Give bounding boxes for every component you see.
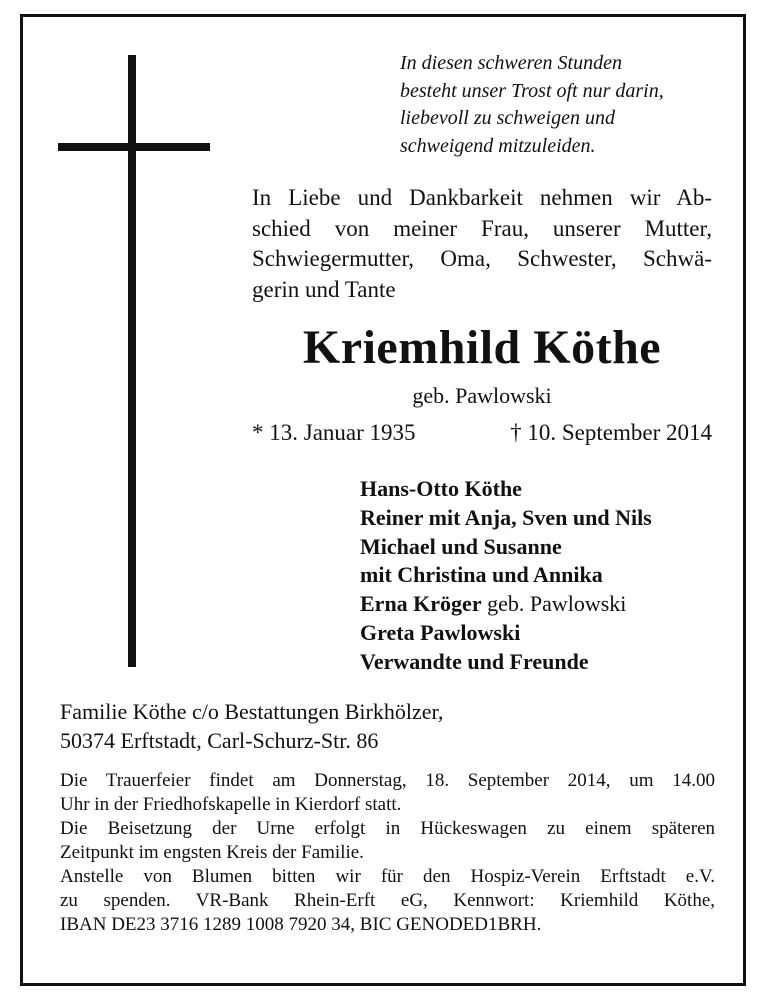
address-line: 50374 Erftstadt, Carl-Schurz-Str. 86 [60,728,379,753]
deceased-name: Kriemhild Köthe [302,321,662,374]
mourner-item: Greta Pawlowski [360,619,521,645]
mourner-item: Hans-Otto Köthe [360,476,522,501]
intro-line: Schwiegermutter, Oma, Schwester, Schwä- [252,246,712,271]
maiden-name: geb. Pawlowski [412,383,552,408]
birth-date: * 13. Januar 1935 [252,420,416,445]
mourners-list [360,475,730,677]
funeral-notice [60,769,715,937]
notice-line: IBAN DE23 3716 1289 1008 7920 34, BIC GENODED1BRH. [60,914,542,935]
intro-line: In Liebe und Dankbarkeit nehmen wir Ab- [252,185,712,210]
contact-address [60,697,660,755]
intro-text [252,183,712,305]
death-date: † 10. September 2014 [510,420,712,445]
intro-line: schied von meiner Frau, unserer Mutter, [252,215,712,241]
mourner-item: Reiner mit Anja, Sven und Nils [360,504,652,530]
notice-line: zu spenden. VR-Bank Rhein-Erft eG, Kennwort: Kriemhild Köthe, [60,890,715,911]
poem-line: In diesen schweren Stunden [400,52,622,74]
mourner-item: Erna Kröger geb. Pawlowski [360,591,627,617]
mourner-item: Verwandte und Freunde [360,648,589,674]
mourner-item: mit Christina und Annika [360,562,603,588]
intro-line: gerin und Tante [252,276,396,302]
notice-line: Uhr in der Friedhofskapelle in Kierdorf statt. [60,794,402,815]
poem-line: liebevoll zu schweigen und [400,107,615,129]
poem-line: schweigend mitzuleiden. [400,134,596,157]
poem-line: besteht unser Trost oft nur darin, [400,79,664,102]
cross-icon-bar [58,143,210,151]
poem [400,50,730,160]
address-line: Familie Köthe c/o Bestattungen Birkhölzer, [60,699,444,724]
notice-line: Zeitpunkt im engsten Kreis der Familie. [60,842,364,863]
notice-line: Anstelle von Blumen bitten wir für den Hospiz-Verein Erftstadt e.V. [60,866,715,887]
mourner-item: Michael und Susanne [360,533,562,559]
notice-line: Die Beisetzung der Urne erfolgt in Hückeswagen zu einem späteren [60,818,715,839]
notice-line: Die Trauerfeier findet am Donnerstag, 18. September 2014, um 14.00 [60,770,715,791]
